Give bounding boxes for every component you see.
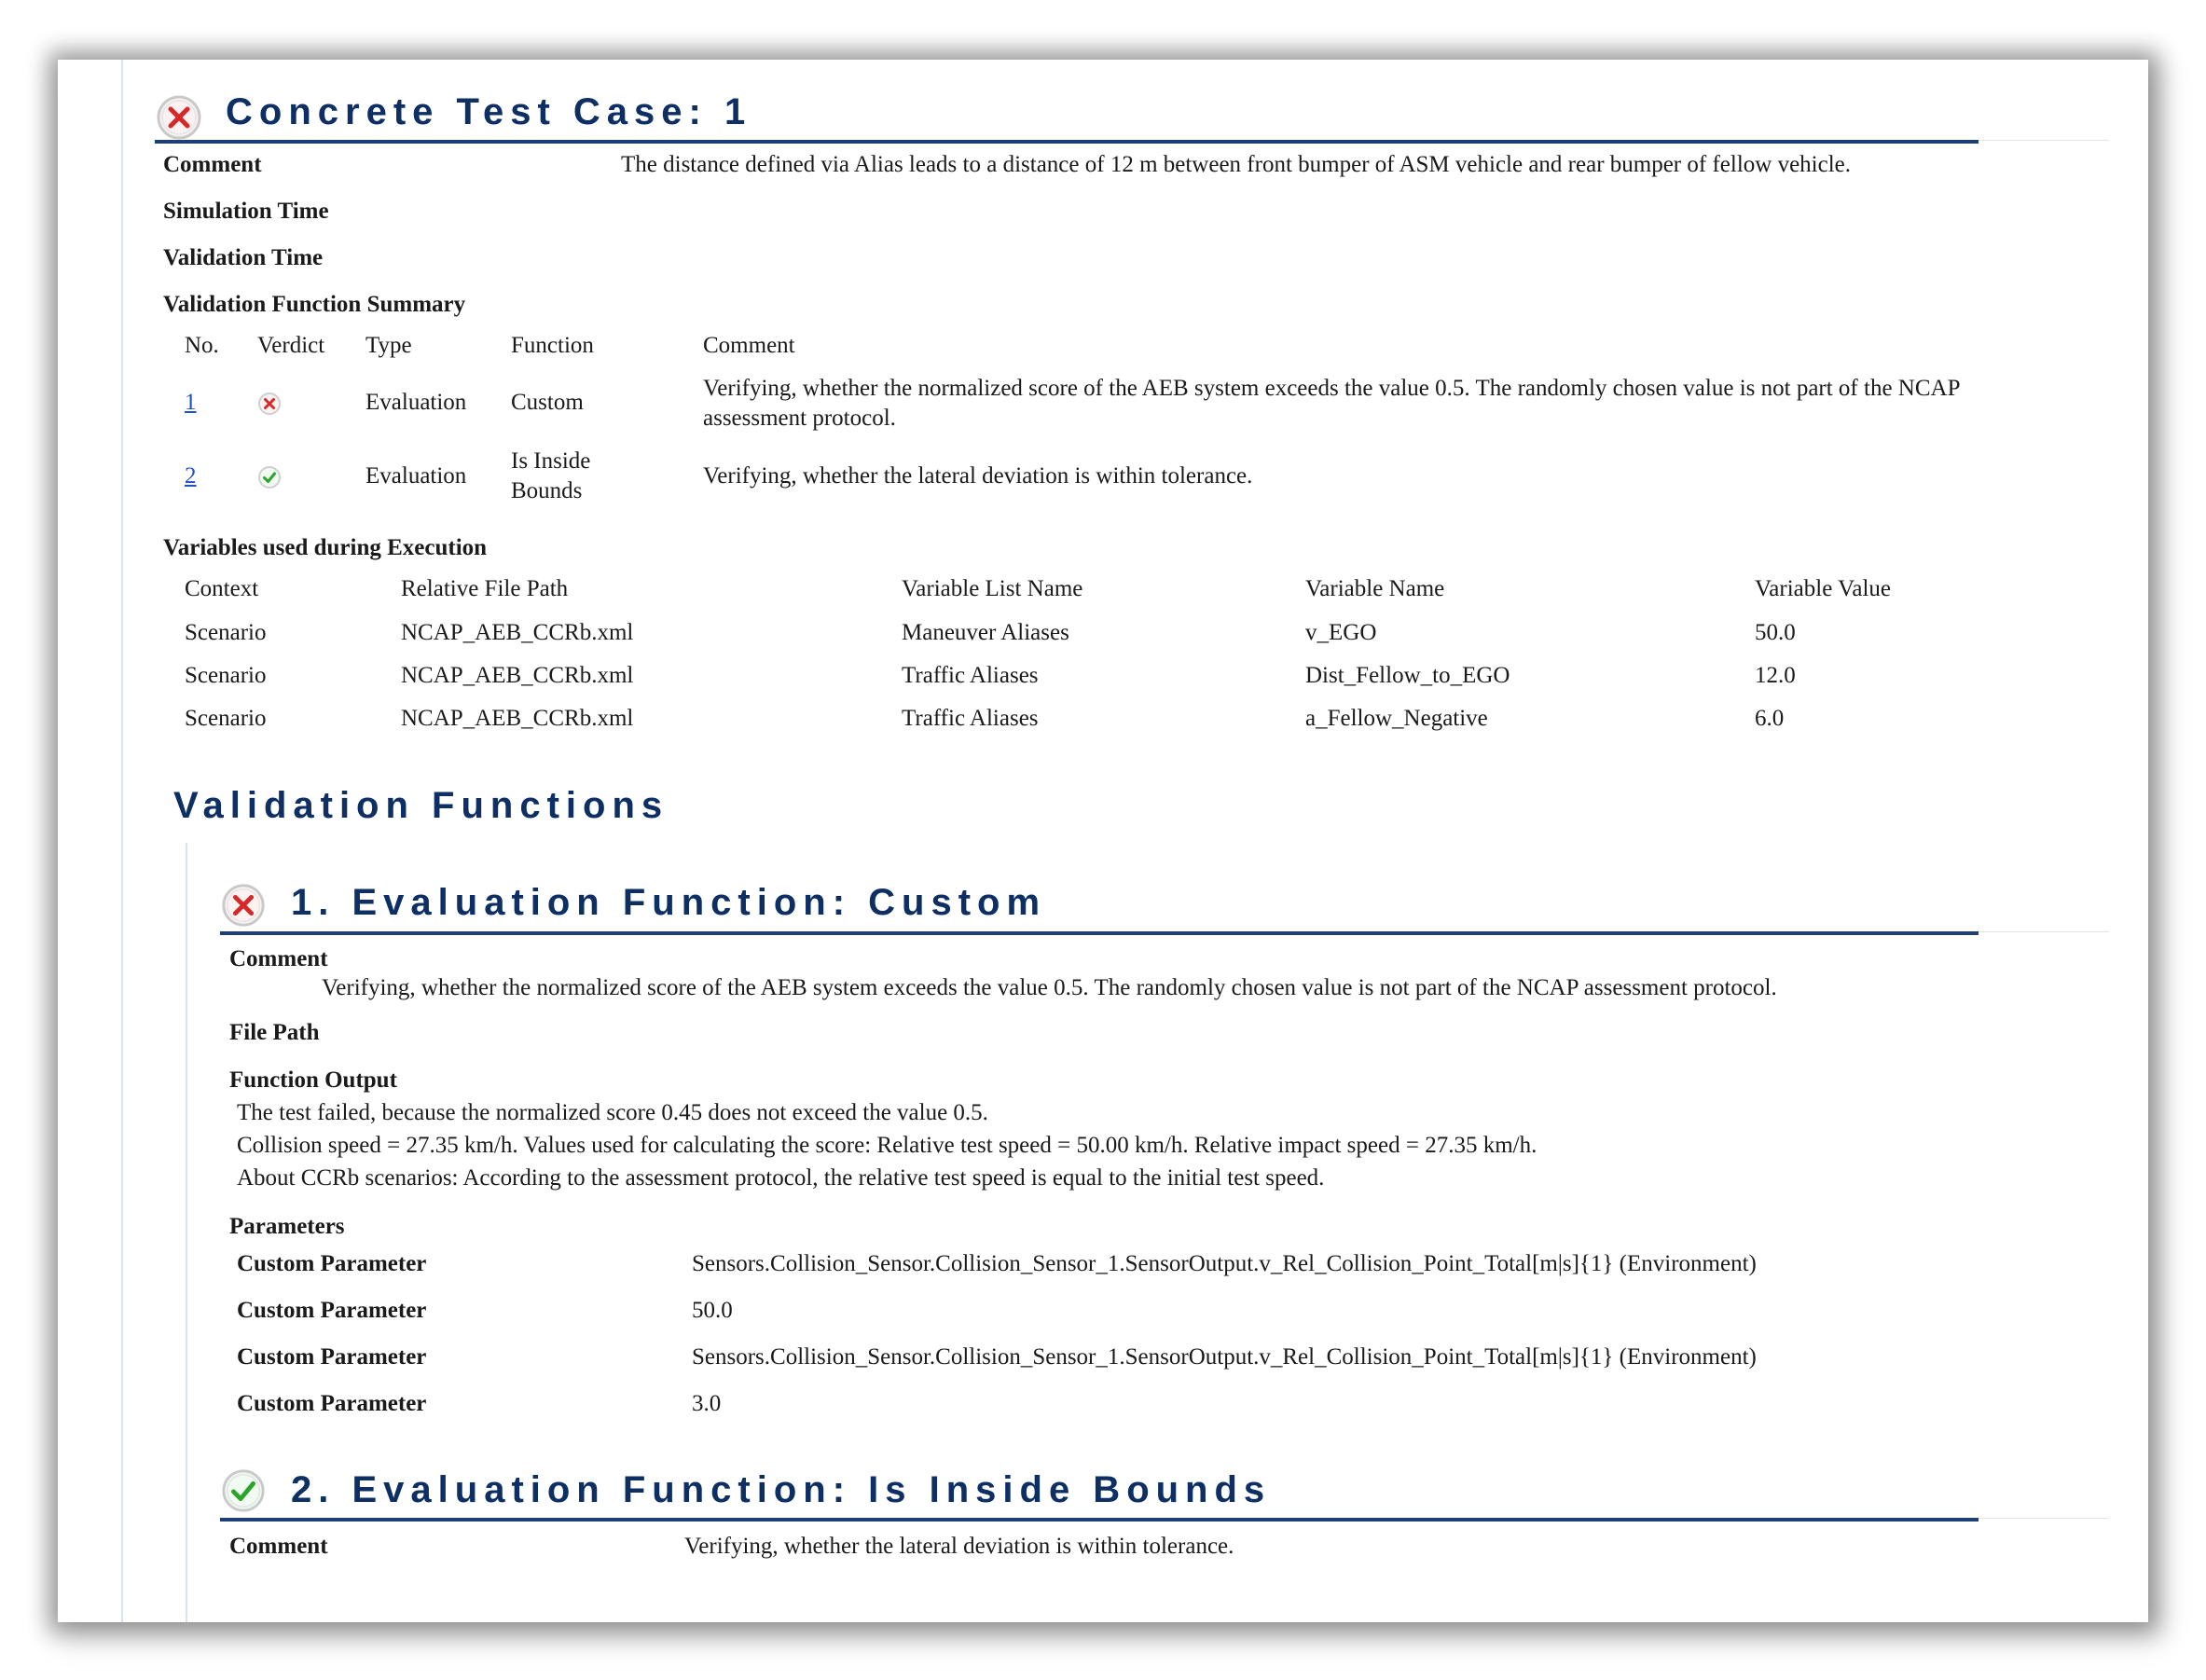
variables-header-context: Context	[185, 576, 259, 601]
parameter-name: Custom Parameter	[237, 1298, 427, 1323]
variable-path: NCAP_AEB_CCRb.xml	[401, 620, 634, 645]
test-case-title: Concrete Test Case: 1	[226, 91, 752, 132]
function-output-line: Collision speed = 27.35 km/h. Values used for calculating the score: Relative test speed = 50.00 km/h. Relative impact speed = 27.35 km/h.	[237, 1133, 1537, 1158]
summary-header-type: Type	[365, 333, 412, 358]
summary-label: Validation Function Summary	[163, 292, 466, 317]
parameter-name: Custom Parameter	[237, 1344, 427, 1370]
variable-path: NCAP_AEB_CCRb.xml	[401, 663, 634, 688]
comment-label: Comment	[163, 152, 262, 177]
variable-list: Traffic Aliases	[902, 663, 1039, 688]
variable-value: 50.0	[1755, 620, 1796, 645]
summary-header-verdict: Verdict	[257, 333, 325, 358]
variable-name: a_Fellow_Negative	[1305, 706, 1488, 731]
parameter-value: Sensors.Collision_Sensor.Collision_Sensor_1.SensorOutput.v_Rel_Collision_Point_Total[m|s]{1} (Environment)	[692, 1251, 1757, 1276]
function-comment: Verifying, whether the normalized score of the AEB system exceeds the value 0.5. The randomly chosen value is not part of the NCAP assessment protocol.	[322, 975, 1777, 1000]
function-output-line: About CCRb scenarios: According to the assessment protocol, the relative test speed is equal to the initial test speed.	[237, 1165, 1325, 1191]
function-title: 2. Evaluation Function: Is Inside Bounds	[291, 1469, 1272, 1510]
validation-functions-title: Validation Functions	[173, 785, 669, 826]
function-comment-label: Comment	[229, 1534, 328, 1559]
section-guide-line	[121, 60, 123, 1622]
report-page	[58, 60, 2148, 1622]
summary-row-function-line1: Is Inside	[511, 448, 591, 474]
variables-header-value: Variable Value	[1755, 576, 1892, 601]
summary-row-type: Evaluation	[365, 390, 467, 415]
variable-path: NCAP_AEB_CCRb.xml	[401, 706, 634, 731]
variables-header-path: Relative File Path	[401, 576, 569, 601]
variables-label: Variables used during Execution	[163, 535, 488, 560]
variable-list: Traffic Aliases	[902, 706, 1039, 731]
summary-row-link[interactable]: 1	[185, 390, 197, 415]
title-rule	[155, 140, 1979, 144]
variable-value: 6.0	[1755, 706, 1785, 731]
simulation-time-label: Simulation Time	[163, 199, 329, 224]
file-path-label: File Path	[229, 1020, 320, 1045]
function-output-line: The test failed, because the normalized score 0.45 does not exceed the value 0.5.	[237, 1100, 988, 1125]
pass-icon	[220, 1467, 267, 1514]
fail-icon	[257, 392, 282, 416]
variable-name: Dist_Fellow_to_EGO	[1305, 663, 1510, 688]
summary-row-comment: Verifying, whether the lateral deviation is within tolerance.	[703, 463, 1253, 489]
function-title-rule	[220, 1518, 1979, 1522]
function-output-label: Function Output	[229, 1067, 397, 1093]
variable-name: v_EGO	[1305, 620, 1377, 645]
function-title-rule	[220, 931, 1979, 935]
title-rule-tail	[1979, 140, 2109, 141]
variable-context: Scenario	[185, 706, 267, 731]
function-title: 1. Evaluation Function: Custom	[291, 882, 1047, 923]
function-comment-label: Comment	[229, 946, 328, 971]
summary-row-type: Evaluation	[365, 463, 467, 489]
fail-icon	[155, 93, 203, 142]
fail-icon	[220, 882, 267, 929]
parameter-value: 50.0	[692, 1298, 733, 1323]
summary-header-comment: Comment	[703, 333, 795, 358]
variables-header-list: Variable List Name	[902, 576, 1083, 601]
parameter-name: Custom Parameter	[237, 1391, 427, 1416]
variable-context: Scenario	[185, 663, 267, 688]
parameter-value: 3.0	[692, 1391, 722, 1416]
summary-row-function-line2: Bounds	[511, 478, 583, 503]
variables-header-name: Variable Name	[1305, 576, 1445, 601]
summary-row-link[interactable]: 2	[185, 463, 197, 489]
summary-header-no: No.	[185, 333, 219, 358]
parameter-value: Sensors.Collision_Sensor.Collision_Sensor_1.SensorOutput.v_Rel_Collision_Point_Total[m|s]{1} (Environment)	[692, 1344, 1757, 1370]
function-title-rule-tail	[1979, 1518, 2109, 1519]
variable-list: Maneuver Aliases	[902, 620, 1069, 645]
summary-row-comment: Verifying, whether the normalized score of the AEB system exceeds the value 0.5. The randomly chosen value is not part of the NCAP assessment protocol.	[703, 376, 1960, 431]
parameters-label: Parameters	[229, 1214, 345, 1239]
summary-header-function: Function	[511, 333, 594, 358]
variable-context: Scenario	[185, 620, 267, 645]
pass-icon	[257, 465, 282, 489]
test-case-comment: The distance defined via Alias leads to a distance of 12 m between front bumper of ASM vehicle and rear bumper of fellow vehicle.	[621, 152, 1852, 177]
parameter-name: Custom Parameter	[237, 1251, 427, 1276]
variable-value: 12.0	[1755, 663, 1796, 688]
function-comment: Verifying, whether the lateral deviation is within tolerance.	[684, 1534, 1234, 1559]
subsection-guide-line	[186, 843, 187, 1622]
validation-time-label: Validation Time	[163, 245, 324, 270]
function-title-rule-tail	[1979, 931, 2109, 932]
summary-row-function: Custom	[511, 390, 584, 415]
